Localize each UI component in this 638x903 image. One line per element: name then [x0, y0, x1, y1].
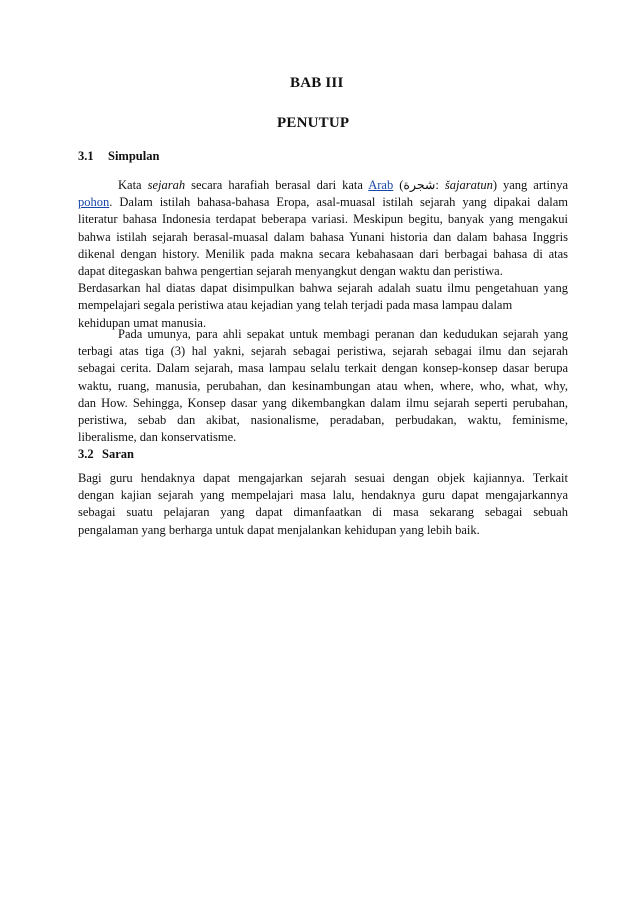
- text-line: literatur bahasa Indonesia terdapat beberapa variasi. Meskipun begitu, banyak yang mengakui: [78, 212, 568, 227]
- link-pohon[interactable]: pohon: [78, 195, 110, 210]
- paragraph-simpulan-2: [78, 326, 568, 446]
- text-line: Bagi guru hendaknya dapat mengajarkan sejarah sesuai dengan objek kajiannya. Terkait: [78, 471, 568, 485]
- section-number: 3.2: [78, 447, 94, 461]
- text-line: dikenal dengan history. Menilik pada makna secara kebahasaan dari berbagai bahasa di atas: [78, 246, 568, 261]
- text-line: kehidupan umat manusia.: [78, 315, 207, 330]
- link-arab[interactable]: Arab: [368, 178, 394, 192]
- text-run: (: [399, 178, 404, 192]
- text-line: [78, 194, 568, 211]
- text-line: peristiwa, sebab dan akibat, nasionalisme, peradaban, perbudakan, waktu, feminisme,: [78, 413, 568, 428]
- text-line: [78, 177, 568, 194]
- text-line: liberalisme, dan konservatisme.: [78, 430, 237, 445]
- text-line: sebagai cerita. Dalam sejarah, masa lampau selalu terkait dengan konsep-konsep dasar berupa: [78, 361, 568, 376]
- arabic-word: شجرة: [403, 178, 436, 192]
- text-line: waktu, ruang, manusia, perubahan, dan kesinambungan atau when, where, who, what, why,: [78, 378, 568, 393]
- text-line: Pada umunya, para ahli sepakat untuk membagi peranan dan kedudukan sejarah yang: [118, 327, 568, 341]
- text-line: bahwa istilah sejarah berasal-muasal dalam bahasa Yunani historia dan dalam bahasa Inggris: [78, 229, 568, 244]
- text-line: dapat ditegaskan bahwa pengertian sejarah menyangkut dengan waktu dan peristiwa.: [78, 264, 503, 279]
- text-run: :: [435, 178, 439, 192]
- section-number: 3.1: [78, 149, 94, 163]
- text-line: sebagai suatu pelajaran yang dapat dimanfaatkan di masa sekarang sebagai sebuah: [78, 505, 568, 520]
- text-line: dengan kajian sejarah yang mempelajari masa lalu, hendaknya guru dapat mengajarkannya: [78, 488, 568, 503]
- text-run: ) yang artinya: [492, 178, 568, 192]
- text-line: dan How. Sehingga, Konsep dasar yang dikembangkan dalam ilmu sejarah seperti perubahan,: [78, 395, 568, 410]
- text-run: . Dalam istilah bahasa-bahasa Eropa, asal-muasal istilah sejarah yang dipakai dalam: [109, 195, 568, 210]
- section-heading-simpulan: [78, 149, 159, 164]
- paragraph-simpulan-1: [78, 177, 568, 332]
- chapter-number: BAB III: [290, 75, 344, 91]
- section-title: Simpulan: [108, 149, 160, 163]
- paragraph-saran: [78, 470, 568, 539]
- text-line: terbagi atas tiga (3) hal yakni, sejarah sebagai peristiwa, sejarah sebagai ilmu dan sejarah: [78, 344, 568, 359]
- chapter-title-text: PENUTUP: [277, 115, 350, 131]
- text-run: secara harafiah berasal dari kata: [191, 178, 363, 192]
- section-title: Saran: [102, 447, 134, 461]
- transliteration: šajaratun: [444, 178, 493, 192]
- text-line: Berdasarkan hal diatas dapat disimpulkan bahwa sejarah adalah suatu ilmu pengetahuan yang: [78, 281, 568, 296]
- text-run: Kata: [118, 178, 142, 192]
- text-line: mempelajari segala peristiwa atau kejadian yang telah terjadi pada masa lampau dalam: [78, 298, 513, 313]
- italic-term: sejarah: [147, 178, 186, 192]
- text-line: pengalaman yang berharga untuk dapat menjalankan kehidupan yang lebih baik.: [78, 522, 480, 537]
- section-heading-saran: [78, 447, 134, 462]
